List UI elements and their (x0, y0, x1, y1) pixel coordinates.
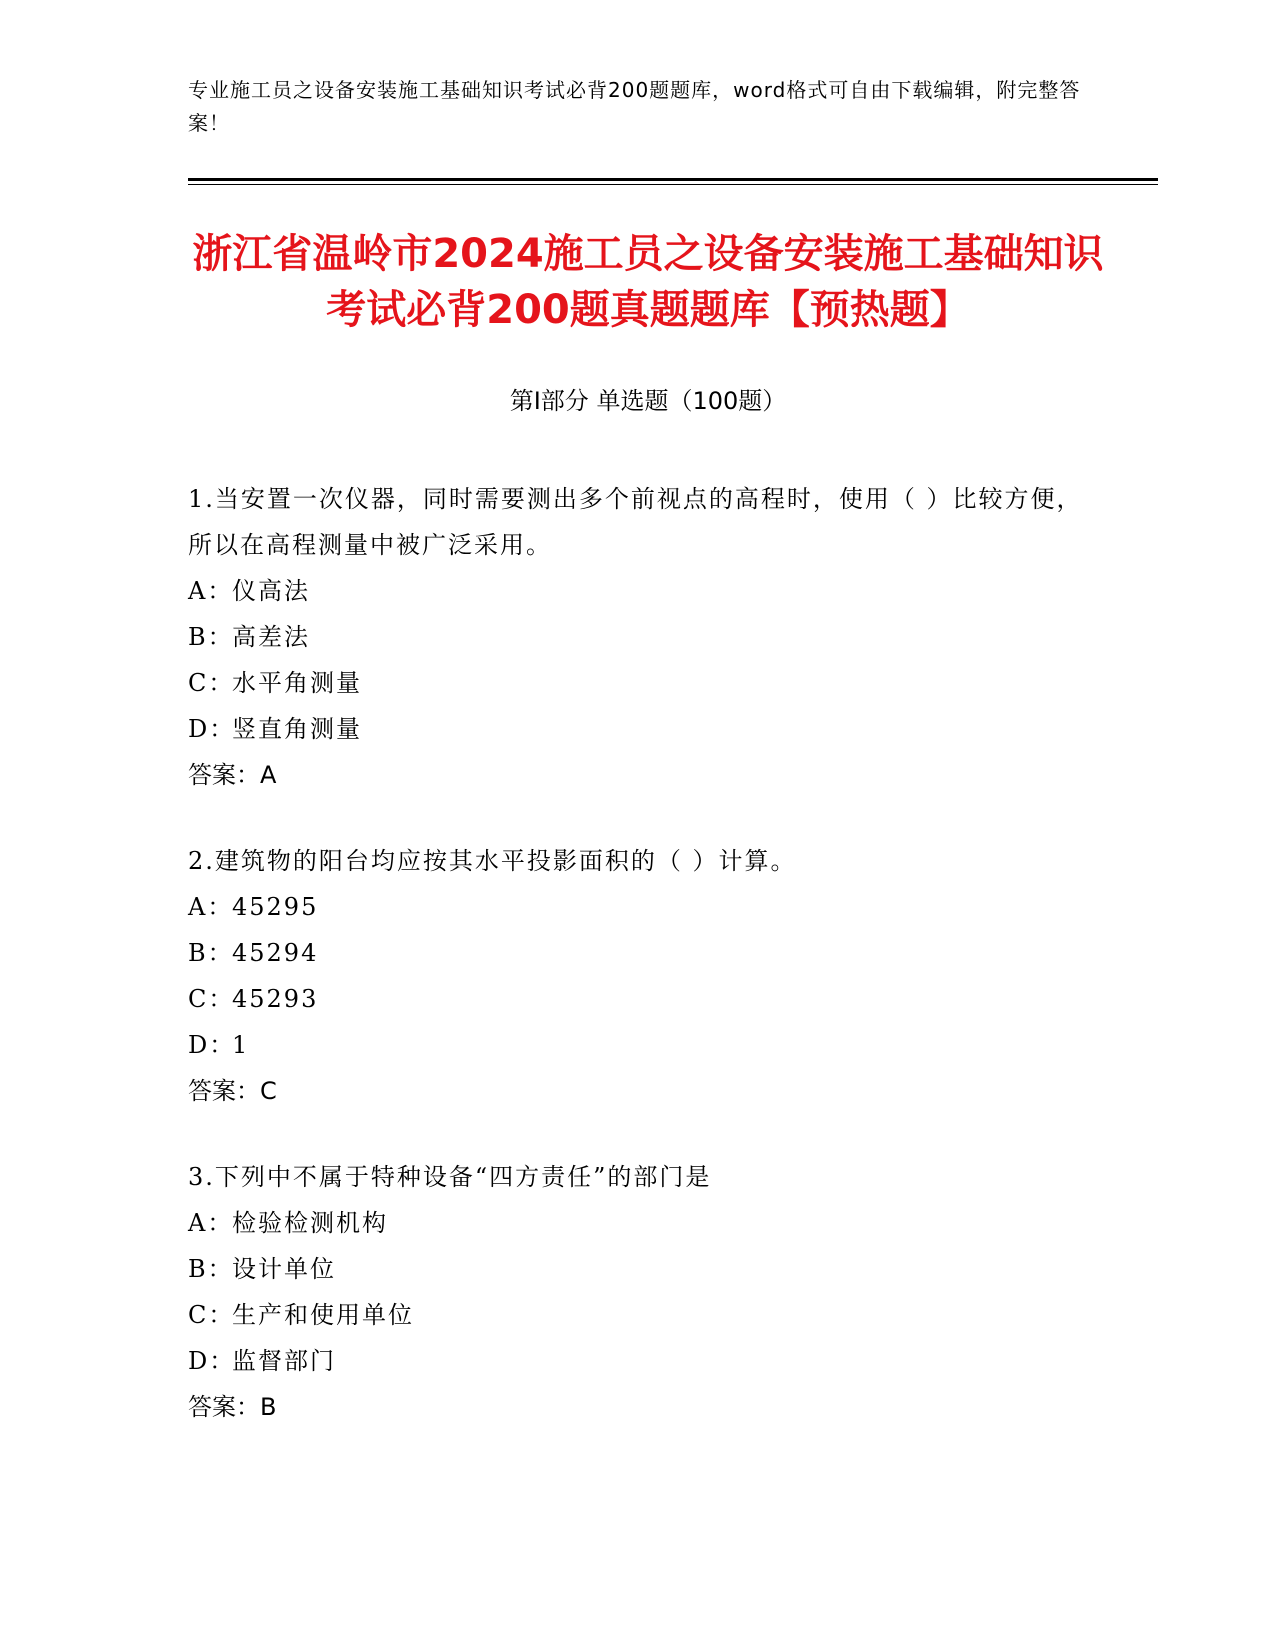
option-key: D： (188, 715, 236, 743)
option-text: 设计单位 (232, 1255, 336, 1283)
option-c (188, 1292, 1088, 1338)
option-key: A： (188, 577, 234, 605)
option-d (188, 706, 1088, 752)
option-text: 45295 (232, 893, 319, 921)
question-stem: 3.下列中不属于特种设备“四方责任”的部门是 (188, 1163, 712, 1191)
question-3 (188, 1154, 1088, 1430)
option-text: 检验检测机构 (232, 1209, 388, 1237)
option-a (188, 1200, 1088, 1246)
option-c (188, 976, 1088, 1022)
question-stem: 1.当安置一次仪器，同时需要测出多个前视点的高程时，使用（ ）比较方便，所以在高程测量中被广泛采用。 (188, 485, 1083, 559)
option-key: B： (188, 939, 234, 967)
option-d (188, 1338, 1088, 1384)
question-stem: 2.建筑物的阳台均应按其水平投影面积的（ ）计算。 (188, 847, 797, 875)
question-list (188, 476, 1088, 1470)
option-text: 45294 (232, 939, 319, 967)
option-key: B： (188, 1255, 234, 1283)
option-text: 仪高法 (232, 577, 310, 605)
option-key: B： (188, 623, 234, 651)
option-text: 竖直角测量 (232, 715, 362, 743)
option-key: C： (188, 985, 235, 1013)
option-c (188, 660, 1088, 706)
question-1 (188, 476, 1088, 798)
option-key: D： (188, 1031, 236, 1059)
header-divider-thin (188, 184, 1158, 185)
option-text: 高差法 (232, 623, 310, 651)
option-b (188, 614, 1088, 660)
document-title: 浙江省温岭市2024施工员之设备安装施工基础知识考试必背200题真题题库【预热题】 (192, 231, 1104, 333)
option-key: C： (188, 1301, 235, 1329)
answer-line: 答案：C (188, 1077, 277, 1105)
answer-line: 答案：B (188, 1393, 277, 1421)
header-note: 专业施工员之设备安装施工基础知识考试必背200题题库，word格式可自由下载编辑，附完整答案！ (188, 78, 1081, 135)
option-b (188, 1246, 1088, 1292)
option-text: 生产和使用单位 (232, 1301, 414, 1329)
option-text: 水平角测量 (232, 669, 362, 697)
question-2 (188, 838, 1088, 1114)
answer-line: 答案：A (188, 761, 277, 789)
option-a (188, 568, 1088, 614)
option-key: C： (188, 669, 235, 697)
option-text: 监督部门 (232, 1347, 336, 1375)
header-divider-thick (188, 178, 1158, 181)
option-d (188, 1022, 1088, 1068)
option-text: 45293 (232, 985, 319, 1013)
option-key: A： (188, 893, 234, 921)
option-a (188, 884, 1088, 930)
option-key: A： (188, 1209, 234, 1237)
option-key: D： (188, 1347, 236, 1375)
option-text: 1 (232, 1031, 250, 1059)
option-b (188, 930, 1088, 976)
section-heading: 第I部分 单选题（100题） (509, 387, 787, 415)
